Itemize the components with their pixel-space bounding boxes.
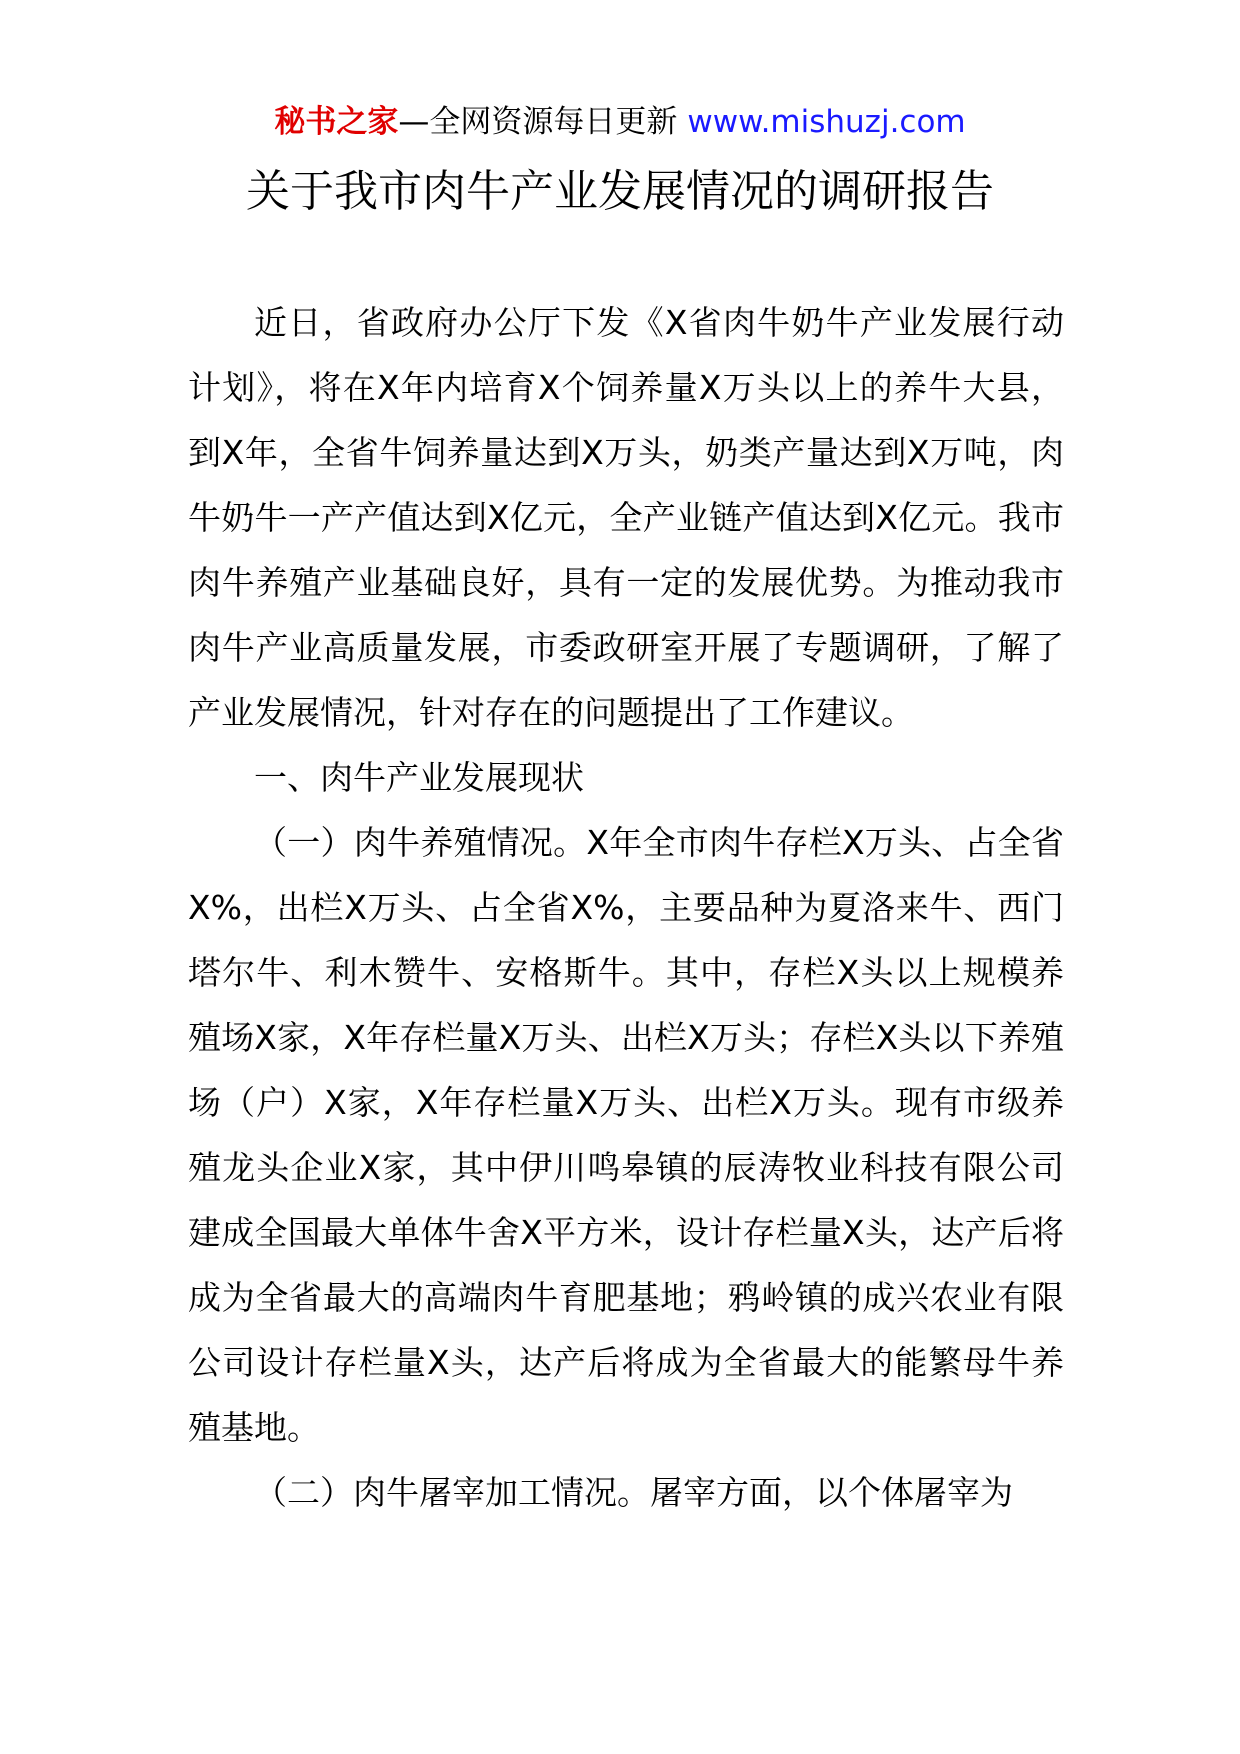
watermark-header — [0, 100, 1240, 144]
document-title: 关于我市肉牛产业发展情况的调研报告 — [246, 166, 994, 217]
brand-name: 秘书之家 — [274, 104, 399, 140]
section-heading-1: 一、肉牛产业发展现状 — [254, 758, 584, 797]
subsection-paragraph-2: （二）肉牛屠宰加工情况。屠宰方面，以个体屠宰为 — [254, 1473, 1013, 1512]
document-body — [188, 290, 1064, 1525]
subsection-paragraph-1: （一）肉牛养殖情况。X年全市肉牛存栏X万头、占全省X%，出栏X万头、占全省X%，主要品种为夏洛来牛、西门塔尔牛、利木赞牛、安格斯牛。其中，存栏X头以上规模养殖场X家，X年存栏量X万头、出栏X万头；存栏X头以下养殖场（户）X家，X年存栏量X万头、出栏X万头。现有市级养殖龙头企业X家，其中伊川鸣皋镇的辰涛牧业科技有限公司建成全国最大单体牛舍X平方米，设计存栏量X头，达产后将成为全省最大的高端肉牛育肥基地；鸦岭镇的成兴农业有限公司设计存栏量X头，达产后将成为全省最大的能繁母牛养殖基地。 — [188, 823, 1064, 1447]
intro-paragraph: 近日，省政府办公厅下发《X省肉牛奶牛产业发展行动计划》，将在X年内培育X个饲养量X万头以上的养牛大县，到X年，全省牛饲养量达到X万头，奶类产量达到X万吨，肉牛奶牛一产产值达到X亿元，全产业链产值达到X亿元。我市肉牛养殖产业基础良好，具有一定的发展优势。为推动我市肉牛产业高质量发展，市委政研室开展了专题调研，了解了产业发展情况，针对存在的问题提出了工作建议。 — [188, 303, 1064, 732]
header-slogan: —全网资源每日更新 — [398, 104, 678, 140]
site-url-link[interactable]: www.mishuzj.com — [687, 104, 966, 140]
